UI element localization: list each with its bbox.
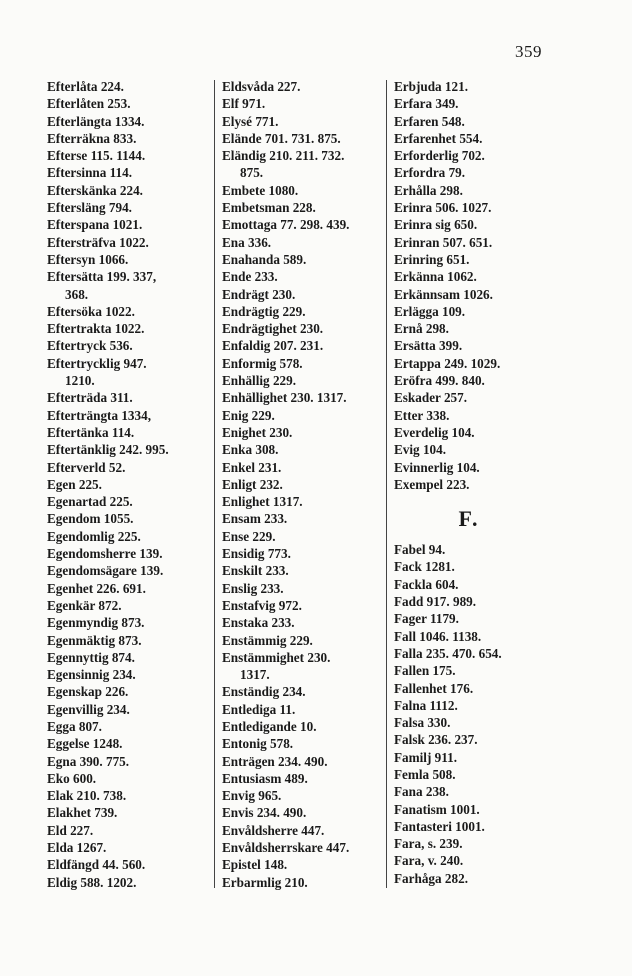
index-entry: Farhåga 282. (394, 870, 468, 886)
index-entry: Entusiasm 489. (222, 770, 308, 786)
index-entry: Elak 210. 738. (47, 788, 127, 804)
index-entry: Femla 508. (394, 766, 456, 782)
index-entry: Erinra sig 650. (394, 217, 478, 233)
index-entry: Entlediga 11. (222, 701, 296, 717)
index-entry: Egendomsägare 139. (47, 563, 164, 579)
index-entry: Envis 234. 490. (222, 805, 307, 821)
index-entry: Everdelig 104. (394, 424, 475, 440)
index-entry: Efterlåta 224. (47, 79, 124, 94)
index-entry: Enlighet 1317. (222, 494, 303, 510)
index-entry: Evinnerlig 104. (394, 459, 480, 475)
index-entry: Egen 225. (47, 476, 102, 492)
index-entry: Erfarenhet 554. (394, 130, 483, 146)
index-column-1 (47, 78, 207, 891)
index-entry: Enstämmighet 230. (222, 649, 331, 665)
index-entry: Enka 308. (222, 442, 279, 458)
index-entry: Efterträda 311. (47, 390, 133, 406)
index-entry: Enstämmig 229. (222, 632, 313, 648)
index-entry: Efterskänka 224. (47, 182, 143, 198)
index-entry: Enhällig 229. (222, 373, 297, 389)
index-entry: Enligt 232. (222, 476, 283, 492)
index-entry: Eftersläng 794. (47, 200, 132, 216)
index-entry: Fall 1046. 1138. (394, 628, 482, 644)
index-entry: Ersätta 399. (394, 338, 463, 354)
index-entry: Entledigande 10. (222, 718, 317, 734)
page-number: 359 (515, 42, 542, 61)
index-entry: Egenskap 226. (47, 684, 129, 700)
index-entry: Entonig 578. (222, 736, 294, 752)
index-entry: Epistel 148. (222, 857, 288, 873)
index-entry: Egga 807. (47, 718, 102, 734)
index-entry: Eländig 210. 211. 732. (222, 148, 345, 164)
index-entry: Erinring 651. (394, 251, 470, 267)
index-entry: Egensinnig 234. (47, 667, 136, 683)
index-entry: Envig 965. (222, 788, 282, 804)
index-entry: Eftertänka 114. (47, 424, 135, 440)
index-entry: Ena 336. (222, 234, 272, 250)
index-entry: Fack 1281. (394, 559, 455, 575)
index-entry: Endrägt 230. (222, 286, 296, 302)
index-entry: Emottaga 77. 298. 439. (222, 217, 350, 233)
index-entry: Falsa 330. (394, 715, 451, 731)
index-entry: Fadd 917. 989. (394, 594, 477, 610)
index-entry: Fantasteri 1001. (394, 818, 485, 834)
index-entry-continuation: 875. (240, 165, 264, 181)
index-entry: Enskilt 233. (222, 563, 289, 579)
index-entry: Fara, v. 240. (394, 853, 464, 869)
index-entry: Eldsvåda 227. (222, 79, 301, 94)
index-entry: Erhålla 298. (394, 182, 463, 198)
section-letter-heading: F. (458, 506, 480, 532)
index-entry: Enstaka 233. (222, 615, 295, 631)
index-entry: Eko 600. (47, 770, 97, 786)
index-entry: Elf 971. (222, 96, 266, 112)
index-entry: Falsk 236. 237. (394, 732, 478, 748)
index-entry: Egenhet 226. 691. (47, 580, 146, 596)
index-entry: Ensam 233. (222, 511, 288, 527)
index-entry: Fallenhet 176. (394, 680, 474, 696)
index-entry: Erkänna 1062. (394, 269, 477, 285)
index-entry: Erfordra 79. (394, 165, 466, 181)
index-entry: Ensidig 773. (222, 546, 291, 562)
index-entry: Enformig 578. (222, 355, 303, 371)
index-entry: Familj 911. (394, 749, 458, 765)
index-entry: Erbjuda 121. (394, 79, 469, 94)
index-entry: Egna 390. 775. (47, 753, 130, 769)
index-entry: Enstafvig 972. (222, 597, 302, 613)
index-entry: Egenmäktig 873. (47, 632, 142, 648)
index-entry-continuation: 1317. (240, 667, 270, 683)
index-entry: Eftertryck 536. (47, 338, 133, 354)
index-entry: Fackla 604. (394, 576, 459, 592)
index-entry: Efterräkna 833. (47, 130, 137, 146)
index-entry: Egenvillig 234. (47, 701, 130, 717)
index-entry: Eftersträfva 1022. (47, 234, 149, 250)
index-entry: Erinran 507. 651. (394, 234, 493, 250)
index-entry: Enahanda 589. (222, 251, 307, 267)
index-entry: Egenmyndig 873. (47, 615, 145, 631)
index-entry: Erkännsam 1026. (394, 286, 493, 302)
index-entry: Embetsman 228. (222, 200, 316, 216)
index-entry: Fara, s. 239. (394, 836, 463, 852)
index-entry: Elysé 771. (222, 113, 279, 129)
index-column-2 (222, 78, 382, 891)
index-entry: Enkel 231. (222, 459, 282, 475)
index-entry: Etter 338. (394, 407, 450, 423)
index-entry: Eftertrakta 1022. (47, 321, 145, 337)
index-entry: Egendom 1055. (47, 511, 134, 527)
index-entry: Embete 1080. (222, 182, 299, 198)
index-entry: Eftertänklig 242. 995. (47, 442, 169, 458)
index-entry: Eröfra 499. 840. (394, 373, 485, 389)
index-entry: Eggelse 1248. (47, 736, 123, 752)
index-entry: Enständig 234. (222, 684, 306, 700)
index-entry: Egenkär 872. (47, 597, 122, 613)
index-entry: Ende 233. (222, 269, 278, 285)
index-entry: Elände 701. 731. 875. (222, 130, 341, 146)
index-entry: Eld 227. (47, 822, 94, 838)
index-entry: Efterspana 1021. (47, 217, 143, 233)
index-entry: Erfara 349. (394, 96, 459, 112)
column-rule-left (214, 80, 215, 888)
index-entry: Fager 1179. (394, 611, 459, 627)
index-entry: Eskader 257. (394, 390, 468, 406)
index-entry: Endrägtig 229. (222, 303, 306, 319)
index-entry: Eftersätta 199. 337, (47, 269, 157, 285)
index-entry-continuation: 1210. (65, 373, 95, 389)
index-entry: Envåldsherre 447. (222, 822, 325, 838)
index-entry: Ertappa 249. 1029. (394, 355, 501, 371)
index-entry: Egenartad 225. (47, 494, 133, 510)
index-entry: Egennyttig 874. (47, 649, 135, 665)
index-entry: Efterlåten 253. (47, 96, 131, 112)
index-entry: Evig 104. (394, 442, 447, 458)
index-entry: Efterträngta 1334, (47, 407, 152, 423)
index-entry: Endrägtighet 230. (222, 321, 324, 337)
index-entry: Enhällighet 230. 1317. (222, 390, 347, 406)
index-entry: Envåldsherrskare 447. (222, 840, 350, 856)
index-entry: Exempel 223. (394, 476, 470, 492)
index-entry: Fana 238. (394, 784, 449, 800)
index-entry: Enträgen 234. 490. (222, 753, 328, 769)
index-entry: Ernå 298. (394, 321, 449, 337)
index-entry: Enighet 230. (222, 424, 293, 440)
index-entry: Eldig 588. 1202. (47, 874, 137, 890)
index-entry: Erbarmlig 210. (222, 874, 308, 890)
index-entry: Eftersöka 1022. (47, 303, 135, 319)
index-entry: Fabel 94. (394, 542, 446, 558)
index-entry: Enfaldig 207. 231. (222, 338, 324, 354)
index-entry: Efterverld 52. (47, 459, 126, 475)
index-entry: Falla 235. 470. 654. (394, 645, 502, 661)
index-entry: Egendomsherre 139. (47, 546, 163, 562)
index-entry: Efterse 115. 1144. (47, 148, 146, 164)
index-column-3 (394, 78, 544, 887)
index-entry: Egendomlig 225. (47, 528, 141, 544)
index-entry: Eftersinna 114. (47, 165, 132, 181)
index-entry: Fanatism 1001. (394, 801, 480, 817)
index-entry: Efterlängta 1334. (47, 113, 145, 129)
index-entry: Erfaren 548. (394, 113, 465, 129)
index-entry-continuation: 368. (65, 286, 89, 302)
index-entry: Erlägga 109. (394, 303, 466, 319)
index-entry: Falna 1112. (394, 697, 458, 713)
index-entry: Erforderlig 702. (394, 148, 485, 164)
column-rule-right (386, 80, 387, 888)
index-entry: Elda 1267. (47, 840, 107, 856)
index-entry: Eftertrycklig 947. (47, 355, 147, 371)
index-entry: Erinra 506. 1027. (394, 200, 492, 216)
index-entry: Eldfängd 44. 560. (47, 857, 146, 873)
index-entry: Eftersyn 1066. (47, 251, 129, 267)
index-entry: Ense 229. (222, 528, 276, 544)
index-entry: Enslig 233. (222, 580, 284, 596)
index-entry: Elakhet 739. (47, 805, 118, 821)
index-entry: Fallen 175. (394, 663, 456, 679)
index-entry: Enig 229. (222, 407, 275, 423)
